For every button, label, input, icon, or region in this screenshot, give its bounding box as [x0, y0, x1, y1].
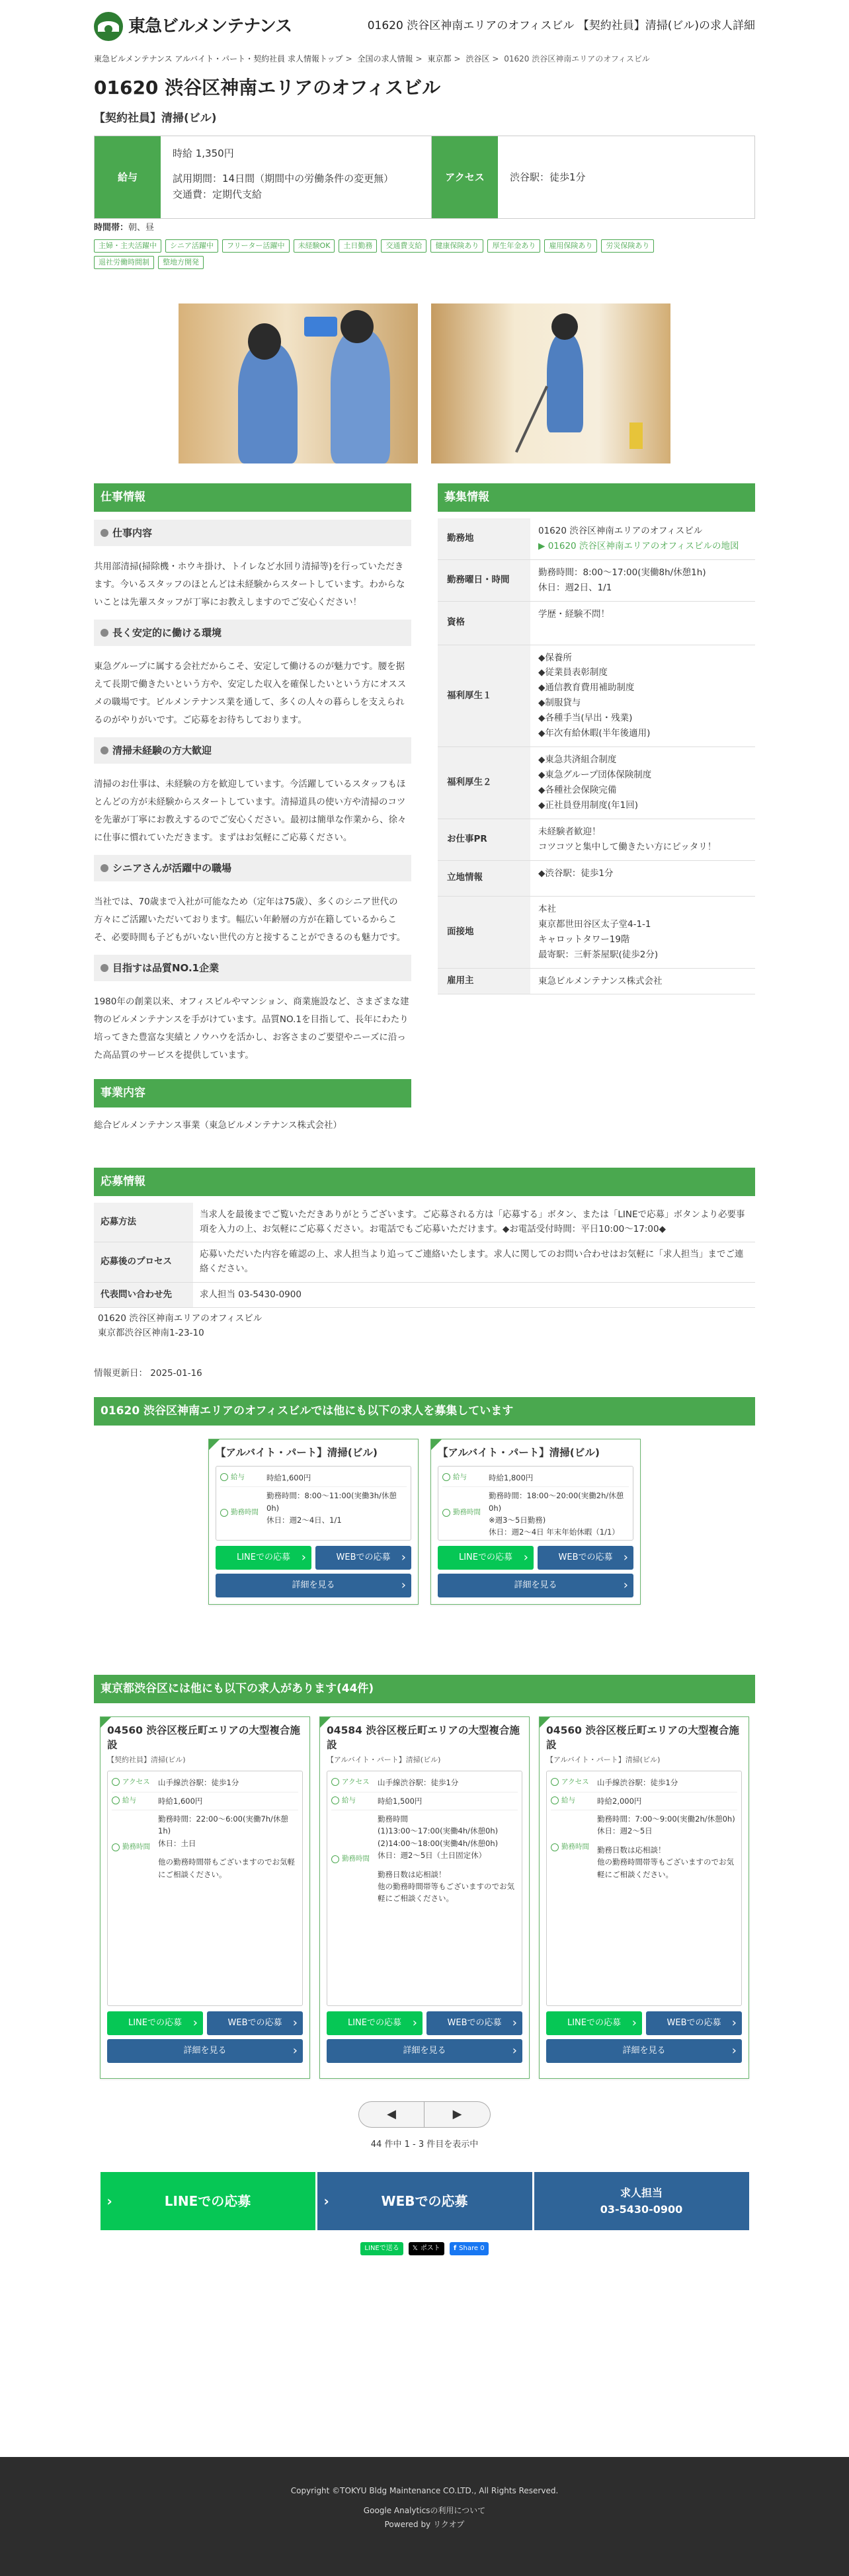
business-text: 総合ビルメンテナンス事業（東急ビルメンテナンス株式会社） — [94, 1119, 343, 1131]
recruit-info-heading: 募集情報 — [438, 483, 755, 512]
prev-page-button[interactable]: ◀ — [358, 2101, 425, 2128]
breadcrumb-shibuya[interactable]: 渋谷区 — [465, 54, 490, 63]
time-value: 休日：週2～5日 — [597, 1826, 653, 1836]
access-value: 山手線渋谷駅：徒歩1分 — [158, 1778, 239, 1788]
photo-floor-cleaning — [431, 303, 670, 463]
row-label: 応募後のプロセス — [94, 1242, 193, 1282]
row-value: ◆渋谷駅：徒歩1分 — [538, 867, 614, 879]
time-value: 他の勤務時間帯等もございますのでお気軽にご相談ください。 — [597, 1857, 734, 1879]
work-info-heading: 仕事情報 — [94, 483, 411, 512]
card-employment-type: 【契約社員】清掃(ビル) — [107, 1755, 186, 1764]
yen-icon — [220, 1473, 228, 1481]
detail-button[interactable]: 詳細を見る › — [107, 2039, 303, 2063]
tag: 主婦・主夫活躍中 — [94, 239, 161, 253]
card-details — [327, 1771, 522, 2006]
time-value: 勤務時間：8:00～11:00(実働3h/休憩0h) — [266, 1491, 397, 1513]
row-value: ◆保養所 — [538, 652, 572, 663]
train-icon — [551, 1778, 559, 1786]
work-sub-heading: 清掃未経験の方大歓迎 — [94, 737, 411, 764]
row-value: 当求人を最後までご覧いただきありがとうございます。ご応募される方は「応募する」ボタン、または「LINEで応募」ボタンより必要事項を入力の上、お気軽にご応募ください。お電話でもご応募いただけます。◆お電話受付時間：平日10:00～17:00◆ — [193, 1203, 755, 1242]
cta-phone-button[interactable] — [534, 2172, 749, 2230]
pay-wage: 時給 1,350円 — [173, 147, 234, 159]
breadcrumb-tokyo[interactable]: 東京都 — [427, 54, 452, 63]
time-value: 休日：週2～4日、1/1 — [266, 1515, 342, 1525]
analytics-link[interactable]: Google Analyticsの利用について — [363, 2506, 486, 2515]
next-page-button[interactable]: ▶ — [425, 2101, 491, 2128]
same-site-jobs — [94, 1397, 755, 1605]
pagination — [94, 2101, 755, 2128]
row-value: ◆東急共済組合制度 — [538, 754, 617, 766]
row-label: 立地情報 — [438, 860, 530, 896]
table-row — [438, 968, 755, 994]
row-value: ◆各種手当(早出・残業) — [538, 713, 633, 724]
breadcrumb-current: 01620 渋谷区神南エリアのオフィスビル — [504, 54, 650, 63]
table-row — [94, 1242, 755, 1282]
tag: 未経験OK — [294, 239, 335, 253]
row-value: 最寄駅：三軒茶屋駅(徒歩2分) — [538, 949, 659, 960]
powered-by: Powered by リクオプ — [384, 2520, 465, 2529]
web-apply-button[interactable]: WEBでの応募 › — [426, 2011, 522, 2035]
hours-value: 朝、昼 — [128, 222, 155, 233]
time-value: ※週3～5日勤務) — [489, 1515, 546, 1525]
copyright: Copyright ©TOKYU Bldg Maintenance CO.LTD., All Rights Reserved. — [290, 2486, 559, 2495]
pay-label: 給与 — [561, 1796, 575, 1804]
line-apply-button[interactable]: LINEでの応募 › — [327, 2011, 423, 2035]
hours-label: 時間帯： — [94, 222, 129, 233]
access-label: アクセス — [342, 1778, 370, 1787]
breadcrumb-all[interactable]: 全国の求人情報 — [357, 54, 413, 63]
page-title: 01620 渋谷区神南エリアのオフィスビル — [94, 77, 441, 99]
time-label: 勤務時間 — [561, 1842, 589, 1851]
pay-value: 時給2,000円 — [597, 1796, 642, 1806]
office-address — [94, 1308, 755, 1340]
work-sub-heading: 目指すは品質NO.1企業 — [94, 955, 411, 981]
area-jobs-heading: 東京都渋谷区には他にも以下の求人があります(44件) — [94, 1675, 755, 1703]
same-site-heading: 01620 渋谷区神南エリアのオフィスビルでは他にも以下の求人を募集しています — [94, 1397, 755, 1426]
apply-section — [94, 1168, 755, 1381]
row-value: 求人担当 03-5430-0900 — [193, 1282, 755, 1308]
job-card — [539, 1716, 749, 2079]
row-value: 勤務時間：8:00～17:00(実働8h/休憩1h) — [538, 567, 706, 578]
table-row — [438, 860, 755, 896]
x-icon: 𝕏 — [412, 2245, 418, 2253]
facebook-share-label: Share 0 — [459, 2245, 485, 2253]
logo-mark-icon — [94, 12, 123, 41]
phone-number: 03-5430-0900 — [600, 2203, 683, 2216]
pay-transport: 交通費：定期代支給 — [173, 188, 263, 200]
job-card — [319, 1716, 530, 2079]
row-value: 東急ビルメンテナンス株式会社 — [538, 975, 663, 986]
detail-button[interactable]: 詳細を見る › — [546, 2039, 742, 2063]
row-label: 福利厚生１ — [438, 645, 530, 747]
row-label: 勤務地 — [438, 518, 530, 559]
row-label: 福利厚生２ — [438, 747, 530, 819]
tag: フリーター活躍中 — [222, 239, 290, 253]
row-value: ◆年次有給休暇(半年後適用) — [538, 728, 651, 739]
yen-icon — [551, 1796, 559, 1804]
web-apply-button[interactable]: WEBでの応募 › — [538, 1546, 633, 1570]
row-label: 面接地 — [438, 896, 530, 968]
row-label: 雇用主 — [438, 968, 530, 994]
share-buttons — [94, 2242, 755, 2255]
business-heading: 事業内容 — [94, 1079, 411, 1107]
photo-window-cleaning — [179, 303, 418, 463]
site-header — [94, 0, 755, 53]
job-card — [430, 1439, 641, 1605]
clock-icon — [551, 1843, 559, 1851]
access-value: 山手線渋谷駅：徒歩1分 — [378, 1778, 459, 1788]
yen-icon — [331, 1796, 339, 1804]
pay-value: 時給1,500円 — [378, 1796, 423, 1806]
web-apply-button[interactable]: WEBでの応募 › — [646, 2011, 742, 2035]
time-value: 休日：土日 — [158, 1838, 196, 1848]
office-name: 01620 渋谷区神南エリアのオフィスビル — [98, 1313, 263, 1324]
work-paragraph: 共用部清掃(掃除機・ホウキ掛け、トイレなど水回り清掃等)を行っていただきます。今いるスタッフのほとんどは未経験からスタートしています。わからないことは先輩スタッフが丁寧にお教えしますのでご安心ください！ — [94, 561, 405, 608]
time-label: 勤務時間 — [453, 1508, 481, 1516]
yen-icon — [112, 1796, 120, 1804]
x-post-label: ポスト — [420, 2245, 440, 2253]
row-value: キャロットタワー19階 — [538, 934, 630, 945]
time-label: 勤務時間 — [342, 1855, 370, 1863]
line-share-button[interactable]: LINEで送る — [360, 2242, 403, 2255]
card-title[interactable]: 04584 渋谷区桜丘町エリアの大型複合施設 — [327, 1724, 520, 1751]
tag: 厚生年金あり — [487, 239, 540, 253]
time-value: 勤務時間：22:00～6:00(実働7h/休憩1h) — [158, 1814, 288, 1836]
train-icon — [112, 1778, 120, 1786]
summary-table — [94, 136, 755, 219]
photos — [94, 303, 755, 463]
pay-label: 給与 — [231, 1472, 245, 1481]
time-value: (2)14:00～18:00(実働4h/休憩0h) — [378, 1838, 499, 1848]
tag: 整地方開発 — [158, 256, 204, 269]
work-sub-heading: シニアさんが活躍中の職場 — [94, 855, 411, 881]
row-value: ◆各種社会保険完備 — [538, 785, 617, 795]
table-row — [94, 1282, 755, 1308]
detail-button[interactable]: 詳細を見る › — [327, 2039, 522, 2063]
card-details — [438, 1466, 633, 1541]
apply-heading: 応募情報 — [94, 1168, 755, 1196]
table-row — [438, 747, 755, 819]
time-label: 勤務時間 — [231, 1508, 259, 1516]
access-label: アクセス — [561, 1778, 589, 1787]
work-paragraph: 1980年の創業以来、オフィスビルやマンション、商業施設など、さまざまな建物のビルメンテナンスを手がけています。品質NO.1を目指して、長年にわたり培ってきた豊富な実績とノウハウを活かし、お客さまのご要望やニーズに沿った高品質のサービスを提供しています。 — [94, 996, 409, 1061]
breadcrumb-top[interactable]: 東急ビルメンテナンス アルバイト・パート・契約社員 求人情報トップ — [94, 54, 343, 63]
result-count: 44 件中 1 - 3 件目を表示中 — [370, 2140, 479, 2150]
card-details — [107, 1771, 303, 2006]
line-apply-button[interactable]: LINEでの応募 › — [438, 1546, 534, 1570]
apply-table — [94, 1203, 755, 1308]
job-subtitle: 【契約社員】清掃(ビル) — [94, 111, 217, 125]
line-apply-button[interactable]: LINEでの応募 › — [546, 2011, 642, 2035]
phone-label: 求人担当 — [620, 2186, 663, 2199]
row-value: コツコツと集中して働きたい方にピッタリ！ — [538, 841, 717, 852]
office-street: 東京都渋谷区神南1-23-10 — [98, 1327, 204, 1338]
work-paragraph: 清掃のお仕事は、未経験の方を歓迎しています。今活躍しているスタッフもほとんどの方が未経験からスタートしています。清掃道具の使い方や清掃のコツを先輩が丁寧にお教えするのでご安心ください。最初は簡単な作業から、徐々に仕事に慣れていただきます。まずはお気軽にご応募ください。 — [94, 778, 407, 843]
pay-value: 時給1,600円 — [266, 1472, 311, 1482]
card-details — [216, 1466, 411, 1541]
pay-label: 給与 — [122, 1796, 136, 1804]
time-value: 勤務日数は応相談！ — [597, 1845, 666, 1855]
detail-button[interactable]: 詳細を見る › — [216, 1574, 411, 1597]
table-row — [438, 601, 755, 645]
area-jobs — [94, 1675, 755, 2152]
table-row — [438, 518, 755, 559]
site-logo[interactable] — [94, 12, 292, 41]
breadcrumb: 東急ビルメンテナンス アルバイト・パート・契約社員 求人情報トップ > 全国の求人情報 > 東京都 > 渋谷区 > 01620 渋谷区神南エリアのオフィスビル — [94, 54, 650, 63]
pay-value — [161, 136, 432, 218]
feature-tags — [94, 239, 689, 269]
logo-text: 東急ビルメンテナンス — [128, 16, 292, 36]
line-apply-button[interactable]: LINEでの応募 › — [216, 1546, 311, 1570]
web-apply-button[interactable]: WEBでの応募 › — [315, 1546, 411, 1570]
clock-icon — [112, 1843, 120, 1851]
pay-label: 給与 — [342, 1796, 356, 1804]
job-card — [208, 1439, 419, 1605]
job-card — [100, 1716, 310, 2079]
time-value: 他の勤務時間帯もございますのでお気軽にご相談ください。 — [158, 1857, 295, 1879]
clock-icon — [442, 1509, 450, 1517]
time-label: 勤務時間 — [122, 1842, 150, 1851]
row-label: 勤務曜日・時間 — [438, 559, 530, 601]
table-row — [438, 819, 755, 860]
row-value: ◆従業員表彰制度 — [538, 667, 608, 678]
access-label: アクセス — [432, 136, 498, 218]
web-apply-button[interactable]: WEBでの応募 › — [207, 2011, 303, 2035]
detail-button[interactable]: 詳細を見る › — [438, 1574, 633, 1597]
site-footer — [0, 2457, 849, 2576]
time-value: 休日：週2～4日 年末年始休暇（1/1） — [489, 1527, 620, 1537]
card-title[interactable]: 【アルバイト・パート】清掃(ビル) — [216, 1447, 378, 1459]
row-value: 01620 渋谷区神南エリアのオフィスビル — [538, 525, 703, 536]
time-value: 勤務時間：7:00～9:00(実働2h/休憩0h) — [597, 1814, 735, 1824]
row-value: 本社 — [538, 903, 556, 914]
access-label: アクセス — [122, 1778, 150, 1787]
row-value: 東京都世田谷区太子堂4-1-1 — [538, 918, 651, 930]
time-value: 勤務時間：18:00～20:00(実働2h/休憩0h) — [489, 1491, 624, 1513]
yen-icon — [442, 1473, 450, 1481]
card-employment-type: 【アルバイト・パート】清掃(ビル) — [546, 1755, 661, 1764]
tag: 交通費支給 — [381, 239, 426, 253]
row-value: 休日：週2日、1/1 — [538, 582, 612, 593]
table-row — [438, 645, 755, 747]
time-value: 休日：週2～5日（土日固定休） — [378, 1851, 487, 1861]
facebook-icon: f — [453, 2245, 457, 2253]
tag: 雇用保険あり — [544, 239, 597, 253]
pay-value: 時給1,600円 — [158, 1796, 203, 1806]
row-label: 応募方法 — [94, 1203, 193, 1242]
pay-label: 給与 — [95, 136, 161, 218]
row-value: ◆東急グループ団体保険制度 — [538, 770, 652, 781]
recruit-info — [438, 483, 755, 995]
card-details — [546, 1771, 742, 2006]
row-value: 応募いただいた内容を確認の上、求人担当より追ってご連絡いたします。求人に関してのお問い合わせはお気軽に「求人担当」までご連絡ください。 — [193, 1242, 755, 1282]
row-label: 代表問い合わせ先 — [94, 1282, 193, 1308]
access-value: 渋谷駅：徒歩1分 — [510, 171, 586, 183]
row-value: 学歴・経験不問！ — [538, 608, 610, 620]
row-value: ◆通信教育費用補助制度 — [538, 682, 635, 694]
time-value: 勤務日数は応相談！ — [378, 1869, 446, 1879]
cta-line-apply-button[interactable]: › LINEでの応募 — [101, 2172, 315, 2230]
updated-date: 情報更新日： 2025-01-16 — [94, 1368, 202, 1379]
card-employment-type: 【アルバイト・パート】清掃(ビル) — [327, 1755, 441, 1764]
tag: シニア活躍中 — [165, 239, 218, 253]
header-title: 01620 渋谷区神南エリアのオフィスビル 【契約社員】清掃(ビル)の求人詳細 — [367, 19, 755, 33]
tag: 労災保険あり — [601, 239, 654, 253]
row-label: 資格 — [438, 601, 530, 645]
x-post-button[interactable] — [409, 2242, 444, 2255]
time-value: 勤務時間 — [378, 1814, 408, 1824]
pay-trial: 試用期間：14日間（期間中の労働条件の変更無） — [173, 172, 394, 184]
pay-value: 時給1,800円 — [489, 1472, 534, 1482]
row-value: ◆制服貸与 — [538, 698, 581, 709]
tag: 退社労働時間制 — [94, 256, 154, 269]
work-paragraph: 当社では、70歳まで入社が可能なため（定年は75歳）、多くのシニア世代の方々にご活躍いただいております。幅広い年齢層の方が在籍しているからこそ、必要時間も子どもがいない世代の方と接することができるのも魅力です。 — [94, 896, 406, 943]
time-value: 他の勤務時間帯等もございますのでお気軽にご相談ください。 — [378, 1882, 514, 1904]
train-icon — [331, 1778, 339, 1786]
card-title[interactable]: 【アルバイト・パート】清掃(ビル) — [438, 1447, 600, 1459]
clock-icon — [220, 1509, 228, 1517]
cta-buttons — [94, 2172, 755, 2230]
map-link-label: 01620 渋谷区神南エリアのオフィスビルの地図 — [547, 540, 739, 551]
table-row — [438, 559, 755, 601]
map-link[interactable]: ▶ 01620 渋谷区神南エリアのオフィスビルの地図 — [538, 540, 739, 551]
access-value: 山手線渋谷駅：徒歩1分 — [597, 1778, 678, 1788]
facebook-share-button[interactable] — [450, 2242, 489, 2255]
time-value: (1)13:00～17:00(実働4h/休憩0h) — [378, 1826, 499, 1836]
table-row — [438, 896, 755, 968]
work-sub-heading: 仕事内容 — [94, 520, 411, 546]
row-value: ◆正社員登用制度(年1回) — [538, 799, 639, 811]
card-title[interactable]: 04560 渋谷区桜丘町エリアの大型複合施設 — [107, 1724, 300, 1751]
row-label: お仕事PR — [438, 819, 530, 860]
card-title[interactable]: 04560 渋谷区桜丘町エリアの大型複合施設 — [546, 1724, 739, 1751]
tag: 土日勤務 — [339, 239, 377, 253]
work-paragraph: 東急グループに属する会社だからこそ、安定して働けるのが魅力です。腰を据えて長期で働きたいという方や、安定した収入を確保したいという方にオススメの職場です。ビルメンテナンス業を通して、多くの人々の暮らしを支えられるのがやりがいです。ご応募をお待ちしております。 — [94, 661, 407, 725]
work-info — [94, 483, 411, 1141]
line-apply-button[interactable]: LINEでの応募 › — [107, 2011, 203, 2035]
recruit-table — [438, 518, 755, 995]
cta-web-apply-button[interactable]: › WEBでの応募 — [317, 2172, 532, 2230]
row-value: 未経験者歓迎！ — [538, 826, 601, 837]
hours — [94, 221, 755, 235]
clock-icon — [331, 1855, 339, 1863]
table-row — [94, 1203, 755, 1242]
pay-label: 給与 — [453, 1472, 467, 1481]
work-sub-heading: 長く安定的に働ける環境 — [94, 620, 411, 646]
tag: 健康保険あり — [430, 239, 483, 253]
